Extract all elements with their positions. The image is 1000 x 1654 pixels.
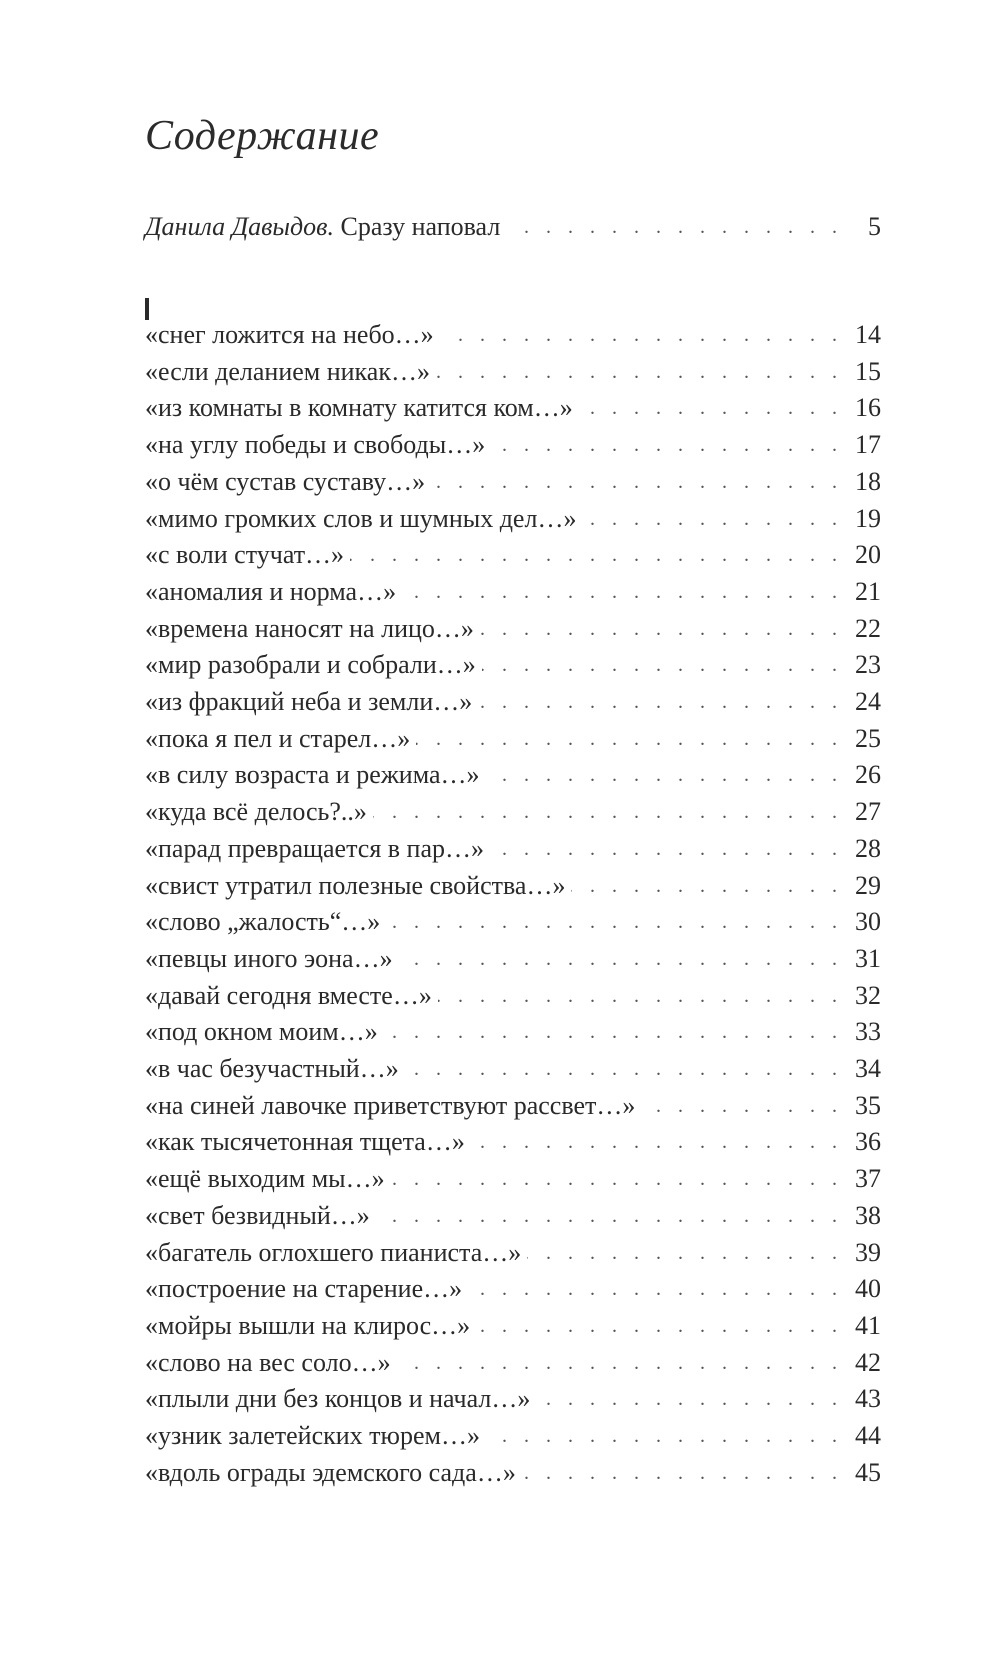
dot-leader	[571, 871, 843, 901]
toc-entry-title: «если деланием никак…»	[145, 356, 430, 386]
toc-entry-title: «вдоль ограды эдемского сада…»	[145, 1457, 516, 1487]
toc-entry	[145, 1085, 881, 1121]
dot-leader	[491, 430, 843, 460]
toc-entry-page-number: 40	[855, 1274, 881, 1304]
toc-entry-page-number: 14	[855, 320, 881, 349]
dot-leader	[440, 320, 843, 350]
toc-entry-title: «мимо громких слов и шумных дел…»	[145, 503, 577, 533]
toc-entry-page-number: 36	[855, 1127, 881, 1157]
toc-entry-title: «времена наносят на лицо…»	[145, 613, 474, 643]
toc-entry-page-number: 38	[855, 1200, 881, 1230]
toc-entry-title: «пока я пел и старел…»	[145, 723, 411, 753]
toc-entry-title: «на углу победы и свободы…»	[145, 430, 486, 460]
dot-leader	[391, 1164, 843, 1194]
toc-entry-title: «как тысячетонная тщета…»	[145, 1127, 465, 1157]
toc-entry-title: «в силу возраста и режима…»	[145, 760, 480, 790]
toc-entry	[145, 901, 881, 937]
toc-entry-title: «плыли дни без концов и начал…»	[145, 1384, 531, 1414]
dot-leader	[405, 1054, 843, 1084]
toc-entry-title: «свист утратил полезные свойства…»	[145, 870, 566, 900]
toc-entry	[145, 1378, 881, 1414]
dot-leader	[431, 467, 843, 497]
intro-author: Данила Давыдов.	[145, 212, 334, 241]
toc-entry	[145, 1011, 881, 1047]
toc-entry-page-number: 19	[855, 503, 881, 533]
toc-entry	[145, 1232, 881, 1268]
toc-entry	[145, 681, 881, 717]
dot-leader	[416, 724, 843, 754]
toc-entry-title: «с воли стучат…»	[145, 540, 345, 570]
toc-entry	[145, 1452, 881, 1488]
toc-entry	[145, 1121, 881, 1157]
toc-entry-page-number: 17	[855, 430, 881, 460]
toc-entry-title: «узник залетейских тюрем…»	[145, 1421, 480, 1450]
toc-entry-page-number: 39	[855, 1237, 881, 1267]
page-title: Содержание	[145, 113, 380, 159]
toc-entry	[145, 791, 881, 827]
toc-entry-page-number: 45	[855, 1457, 881, 1487]
toc-entry-title: «о чём сустав суставу…»	[145, 466, 426, 496]
toc-entry	[145, 1195, 881, 1231]
toc-entry	[145, 571, 881, 607]
toc-entry	[145, 718, 881, 754]
toc-entry-page-number: 21	[855, 576, 881, 606]
dot-leader	[582, 504, 843, 534]
toc-entry-page-number: 22	[855, 613, 881, 643]
dot-leader	[438, 981, 843, 1011]
toc-entry	[145, 387, 881, 423]
toc-entry-page-number: 27	[855, 797, 881, 827]
toc-entry-title: «построение на старение…»	[145, 1274, 463, 1304]
toc-entry-title: «под окном моим…»	[145, 1017, 378, 1047]
toc-entry-page-number: 32	[855, 980, 881, 1010]
toc-intro-row	[145, 206, 881, 242]
toc-entry	[145, 865, 881, 901]
toc-entry	[145, 351, 881, 387]
toc-entry-title: «из фракций неба и земли…»	[145, 687, 473, 716]
dot-leader	[376, 1201, 843, 1231]
toc-entry	[145, 461, 881, 497]
dot-leader	[471, 1127, 843, 1157]
dot-leader	[386, 907, 843, 937]
toc-entry	[145, 498, 881, 534]
toc-entry-title: «парад превращается в пар…»	[145, 833, 485, 863]
dot-leader	[478, 687, 843, 717]
dot-leader	[384, 1017, 843, 1047]
toc-entry-page-number: 44	[855, 1421, 881, 1450]
toc-entry-title: «в час безучастный…»	[145, 1054, 399, 1083]
dot-leader	[641, 1091, 843, 1121]
toc-entry-page-number: 42	[855, 1347, 881, 1377]
dot-leader	[350, 540, 843, 570]
toc-entry-title: «из комнаты в комнату катится ком…»	[145, 393, 573, 423]
toc-entry-page-number: 30	[855, 907, 881, 937]
dot-leader	[402, 577, 843, 607]
toc-entry-page-number: 29	[855, 870, 881, 900]
intro-title: Сразу наповал	[340, 212, 501, 241]
dot-leader	[480, 614, 843, 644]
toc-entry	[145, 938, 881, 974]
toc-entry	[145, 1158, 881, 1194]
toc-entry-page-number: 23	[855, 650, 881, 680]
dot-leader	[536, 1384, 843, 1414]
toc-entry-page-number: 28	[855, 833, 881, 863]
toc-entry-page-number: 24	[855, 687, 881, 716]
dot-leader	[397, 1348, 843, 1378]
toc-entry-title: «куда всё делось?..»	[145, 797, 367, 827]
toc-entry-title: «давай сегодня вместе…»	[145, 980, 432, 1010]
dot-leader	[476, 1311, 843, 1341]
toc-entry-title: «слово „жалость“…»	[145, 907, 381, 937]
toc-entry-page-number: 26	[855, 760, 881, 790]
dot-leader	[482, 650, 843, 680]
dot-leader	[527, 1238, 843, 1268]
toc-entry	[145, 1305, 881, 1341]
toc-entry-page-number: 34	[855, 1054, 881, 1083]
dot-leader	[436, 357, 843, 387]
toc-entry-title: «багатель оглохшего пианиста…»	[145, 1237, 522, 1267]
toc-entry	[145, 975, 881, 1011]
toc-entry-page-number: 15	[855, 356, 881, 386]
toc-entry-title: «снег ложится на небо…»	[145, 320, 434, 349]
toc-entry-title: «мойры вышли на клирос…»	[145, 1310, 471, 1340]
dot-leader	[486, 760, 843, 790]
toc-entry	[145, 424, 881, 460]
dot-leader	[490, 834, 843, 864]
toc-entry-page-number: 37	[855, 1164, 881, 1194]
toc-entry-page-number: 31	[855, 943, 881, 973]
dot-leader	[506, 212, 843, 242]
toc-entry-title: «свет безвидный…»	[145, 1200, 370, 1230]
toc-entry-title: «певцы иного эона…»	[145, 943, 393, 973]
toc-intro-text	[145, 212, 506, 242]
toc-entry-title: «слово на вес соло…»	[145, 1347, 391, 1377]
dot-leader	[522, 1458, 843, 1488]
toc-entry	[145, 1268, 881, 1304]
intro-page-number: 5	[868, 212, 881, 241]
toc-entry-page-number: 43	[855, 1384, 881, 1414]
toc-entry-page-number: 35	[855, 1090, 881, 1120]
toc-entry-title: «аномалия и норма…»	[145, 576, 397, 606]
toc-entry	[145, 314, 881, 350]
dot-leader	[468, 1274, 843, 1304]
toc-entry	[145, 1415, 881, 1451]
toc-entry-page-number: 16	[855, 393, 881, 423]
toc-entry-title: «мир разобрали и собрали…»	[145, 650, 476, 680]
toc-entry	[145, 754, 881, 790]
toc-entry-page-number: 18	[855, 466, 881, 496]
toc-entry	[145, 1342, 881, 1378]
toc-entry-page-number: 25	[855, 723, 881, 753]
toc-entry	[145, 608, 881, 644]
toc-entry	[145, 1048, 881, 1084]
toc-entry-title: «на синей лавочке приветствуют рассвет…»	[145, 1090, 636, 1120]
dot-leader	[486, 1421, 843, 1451]
toc-entry-page-number: 33	[855, 1017, 881, 1047]
toc-entry	[145, 644, 881, 680]
toc-entry-page-number: 20	[855, 540, 881, 570]
toc-entry-title: «ещё выходим мы…»	[145, 1164, 385, 1194]
toc-entry-page-number: 41	[855, 1310, 881, 1340]
toc-entry	[145, 534, 881, 570]
dot-leader	[579, 393, 843, 423]
toc-entry	[145, 828, 881, 864]
dot-leader	[373, 797, 843, 827]
dot-leader	[399, 944, 843, 974]
